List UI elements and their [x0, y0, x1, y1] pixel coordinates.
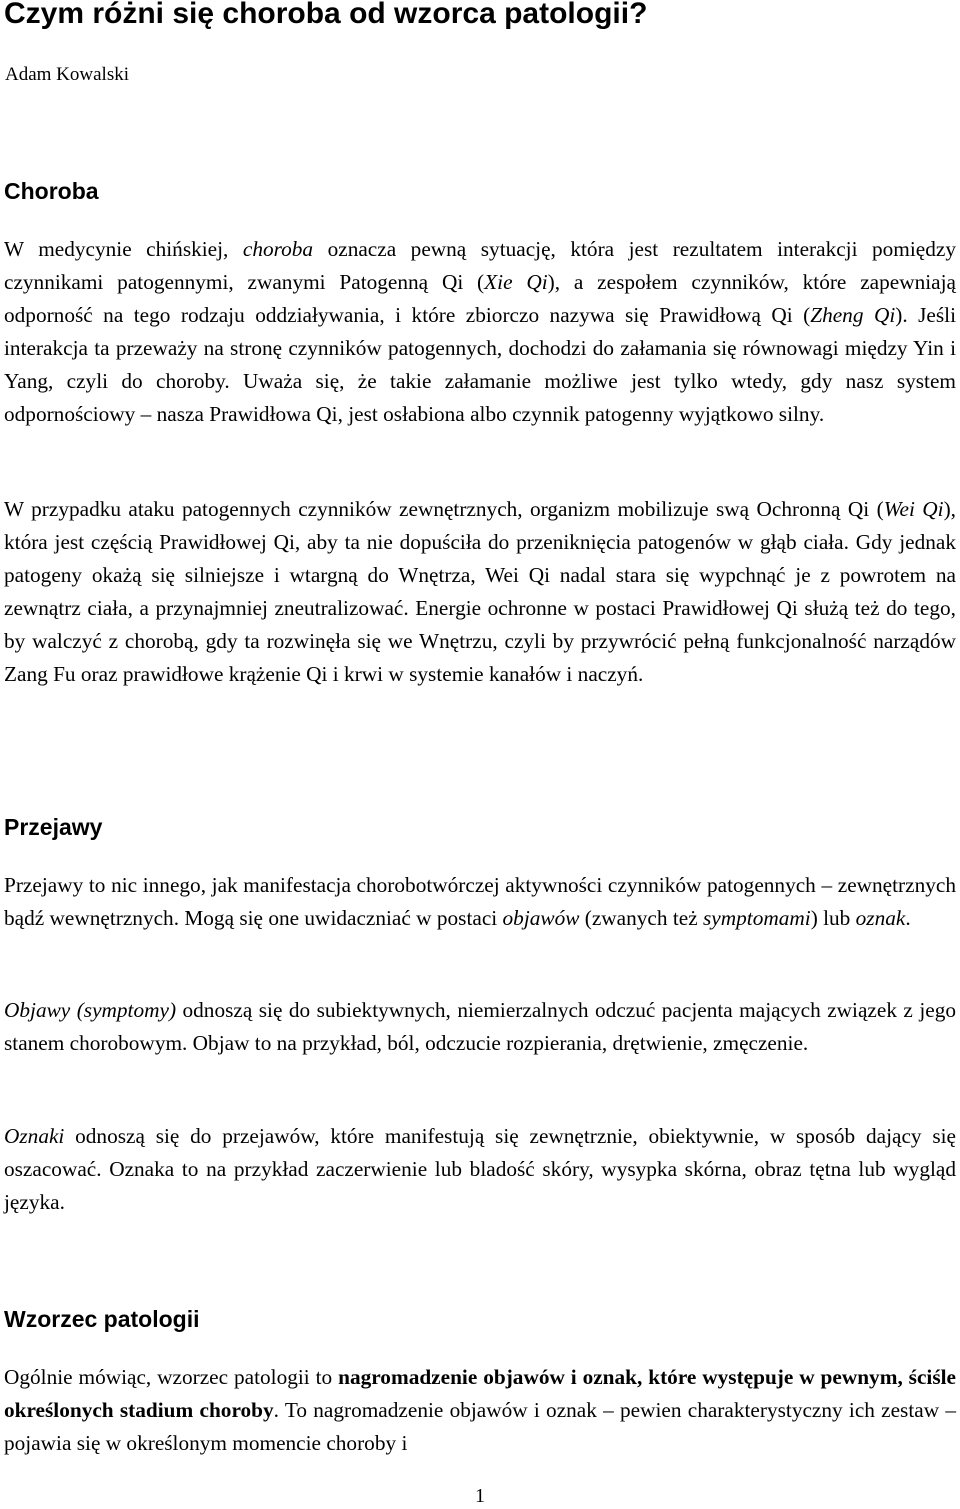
text-run: . To nagromadzenie objawów i oznak – pewien charakterystyczny ich zestaw – pojawia się w określonym momencie choroby i [4, 1398, 956, 1456]
italic-text: Zheng Qi [810, 303, 896, 328]
paragraph [4, 994, 956, 1060]
italic-text: oznak [855, 906, 906, 931]
italic-text: choroba [242, 237, 314, 261]
text-run: odnoszą się do przejawów, które manifestują się zewnętrznie, obiektywnie, w sposób dający się oszacować. Oznaka to na przykład zaczerwienie lub bladość skóry, wysypka skórna, obraz tętna lub wygląd języka. [4, 1124, 956, 1215]
text-run: . [905, 906, 911, 931]
italic-text: objawów [502, 906, 580, 931]
italic-text: Objawy (symptomy) [4, 998, 177, 1022]
text-run: oznacza pewną sytuację, która jest rezultatem interakcji pomiędzy czynnikami patogennymi, zwanymi Patogenną Qi ( [4, 237, 956, 295]
text-run: W przypadku ataku patogennych czynników zewnętrznych, organizm mobilizuje swą Ochronną Qi ( [4, 497, 884, 521]
author-name: Adam Kowalski [5, 64, 130, 85]
document-title: Czym różni się choroba od wzorca patologii? [4, 0, 648, 30]
italic-text: Wei Qi [883, 497, 944, 521]
italic-text: symptomami [703, 906, 811, 931]
text-run: (zwanych też [579, 906, 704, 931]
paragraph [4, 869, 956, 935]
bold-text: nagromadzenie objawów i oznak, które występuje w pewnym, ściśle określonych stadium choroby [4, 1365, 956, 1423]
page-number: 1 [475, 1485, 485, 1507]
text-run: odnoszą się do subiektywnych, niemierzalnych odczuć pacjenta mających związek z jego stanem chorobowym. Objaw to na przykład, ból, odczucie rozpierania, drętwienie, zmęczenie. [4, 998, 956, 1056]
paragraph [4, 1361, 956, 1460]
paragraph [4, 1120, 956, 1219]
paragraph [4, 233, 956, 432]
section-heading-przejawy: Przejawy [4, 814, 103, 840]
text-run: Ogólnie mówiąc, wzorzec patologii to [4, 1365, 339, 1389]
paragraph [4, 493, 956, 692]
text-run: ), która jest częścią Prawidłowej Qi, aby ta nie dopuściła do przeniknięcia patogenów w głąb ciała. Gdy jednak patogeny okażą się silniejsze i wtargną do Wnętrza, Wei Qi nadal stara się wypchnąć je z powrotem na zewnątrz ciała, a przynajmniej zneutralizować. Energie ochronne w postaci Prawidłowej Qi służą też do tego, by walczyć z chorobą, gdy ta rozwinęła się we Wnętrzu, czyli by przywrócić pełną funkcjonalność narządów Zang Fu oraz prawidłowe krążenie Qi i krwi w systemie kanałów i naczyń. [4, 497, 956, 687]
text-run: W medycynie chińskiej, [4, 237, 243, 261]
text-run: ), a zespołem czynników, które zapewniają odporność na tego rodzaju oddziaływania, i które zbiorczo nazywa się Prawidłową Qi ( [4, 270, 956, 328]
italic-text: Xie Qi [484, 270, 548, 295]
text-run: ) lub [810, 906, 856, 931]
text-run: Przejawy to nic innego, jak manifestacja chorobotwórczej aktywności czynników patogennych – zewnętrznych bądź wewnętrznych. Mogą się one uwidaczniać w postaci [4, 873, 956, 931]
section-heading-wzorzec-patologii: Wzorzec patologii [4, 1306, 200, 1332]
section-heading-choroba: Choroba [4, 178, 99, 204]
text-run: ). Jeśli interakcja ta przeważy na stronę czynników patogennych, dochodzi do załamania się równowagi między Yin i Yang, czyli do choroby. Uważa się, że takie załamanie możliwe jest tylko wtedy, gdy nasz system odpornościowy – nasza Prawidłowa Qi, jest osłabiona albo czynnik patogenny wyjątkowo silny. [4, 303, 956, 427]
italic-text: Oznaki [4, 1124, 65, 1148]
